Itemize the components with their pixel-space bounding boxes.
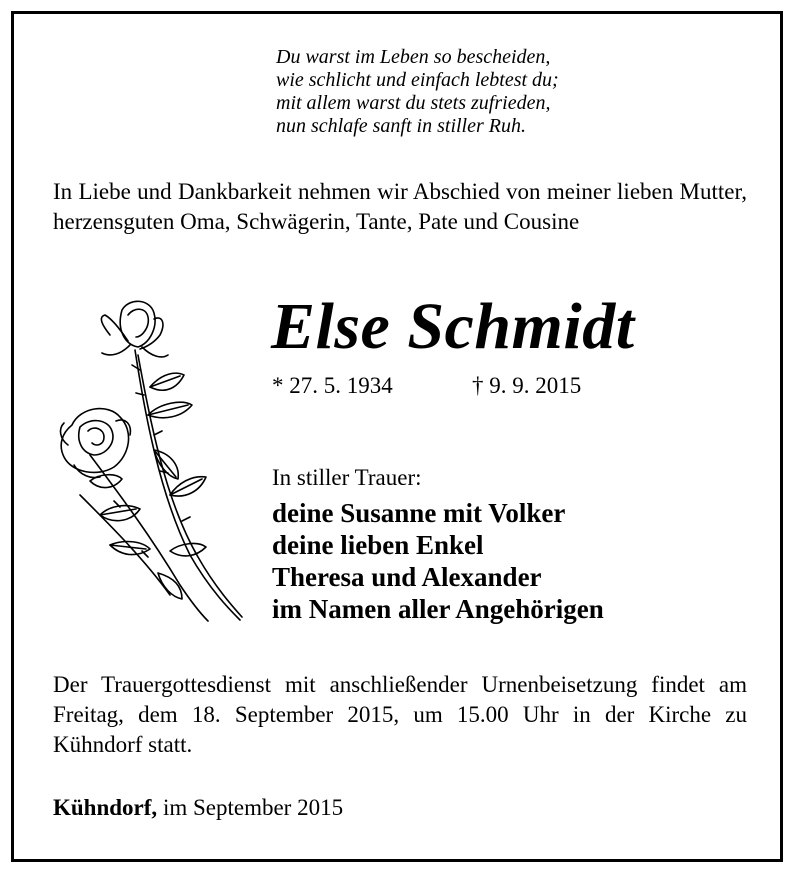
death-date: † 9. 9. 2015 [472, 373, 582, 398]
mourners-list [272, 497, 604, 625]
service-announcement: Der Trauergottesdienst mit anschließender Urnenbeisetzung findet am Freitag, dem 18. September 2015, um 15.00 Uhr in der Kirche zu Kühndorf statt. [53, 672, 747, 757]
mourning-label: In stiller Trauer: [272, 465, 422, 490]
poem-line: nun schlafe sanft in stiller Ruh. [276, 115, 526, 137]
poem-line: Du warst im Leben so bescheiden, [276, 46, 551, 68]
mourner-line: im Namen aller Angehörigen [272, 594, 604, 624]
mourner-line: deine lieben Enkel [272, 530, 484, 560]
poem [276, 46, 696, 138]
mourner-line: deine Susanne mit Volker [272, 498, 566, 528]
closing-line [53, 793, 343, 823]
poem-line: wie schlicht und einfach lebtest du; [276, 69, 559, 91]
poem-line: mit allem warst du stets zufrieden, [276, 92, 551, 114]
closing-date: im September 2015 [162, 795, 344, 820]
closing-place: Kühndorf, [53, 795, 158, 820]
birth-date: * 27. 5. 1934 [272, 373, 393, 398]
intro-text: In Liebe und Dankbarkeit nehmen wir Abschied von meiner lieben Mutter, herzensguten Oma, Schwägerin, Tante, Pate und Cousine [53, 179, 747, 234]
deceased-name: Else Schmidt [271, 290, 635, 363]
rose-illustration-icon [50, 295, 250, 625]
mourner-line: Theresa und Alexander [272, 562, 542, 592]
